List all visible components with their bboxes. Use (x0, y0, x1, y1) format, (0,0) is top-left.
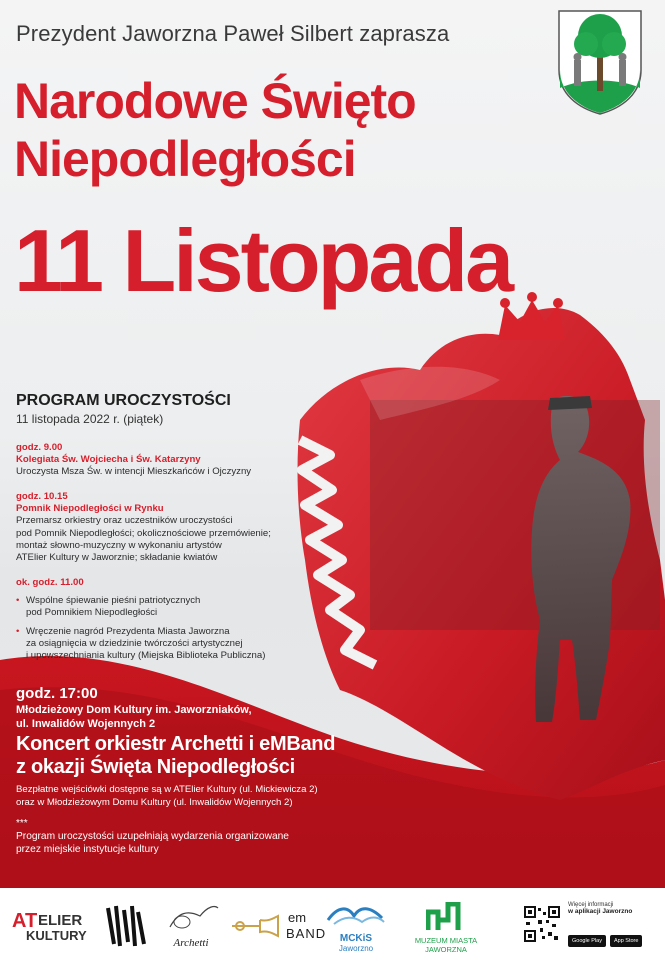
emband-text-band: BAND (286, 926, 327, 941)
concert-venue (16, 703, 336, 731)
jaworzno-coat-of-arms (556, 8, 644, 116)
tickets-line: Bezpłatne wejściówki dostępne są w ATElier Kultury (ul. Mickiewicza 2) (16, 784, 318, 795)
mckis-logo (324, 902, 388, 953)
app-store-badge[interactable]: App Store (610, 935, 642, 947)
mckis-subtext: Jaworzno (338, 944, 374, 953)
event-line: montaż słowno-muzyczny w wykonaniu artystów (16, 539, 222, 551)
brushstroke-logo (104, 904, 148, 948)
violin-icon (160, 902, 222, 932)
muzeum-text: MUZEUM MIASTA JAWORZNA (414, 936, 478, 954)
title-line-1: Narodowe Święto (14, 73, 416, 129)
event-9 (16, 442, 316, 479)
event-time: godz. 9.00 (16, 442, 63, 453)
inviter-line: Prezydent Jaworzna Paweł Silbert zaprasza (16, 21, 450, 46)
bullet-line: • Wręczenie nagród Prezydenta Miasta Jaworzna (26, 625, 230, 637)
wave-icon (324, 902, 388, 928)
app-info (568, 902, 658, 947)
atelier-logo-kultury: KULTURY (26, 928, 87, 943)
concert-time: godz. 17:00 (16, 685, 98, 702)
venue-line: ul. Inwalidów Wojennych 2 (16, 718, 156, 730)
note-line: przez miejskie instytucje kultury (16, 843, 159, 855)
event-line: Uroczysta Msza Św. w intencji Mieszkańców i Ojczyzny (16, 466, 252, 478)
event-line: ATElier Kultury w Jaworznie; składanie kwiatów (16, 552, 218, 564)
app-info-line: Więcej informacji (568, 902, 614, 908)
separator-stars: *** (16, 818, 28, 829)
archetti-logo (160, 902, 222, 948)
app-info-line: w aplikacji Jaworzno (568, 908, 633, 915)
title-line-2: Niepodległości (14, 131, 356, 187)
google-play-badge[interactable]: Google Play (568, 935, 606, 947)
qr-code-icon (524, 906, 560, 942)
event-line: pod Pomnik Niepodległości; okolicznościowe przemówienie; (16, 527, 271, 539)
concert-title-line: z okazji Święta Niepodległości (16, 756, 295, 778)
event-11 (16, 577, 316, 662)
event-time: godz. 10.15 (16, 491, 68, 502)
mckis-text: MCKiS (339, 933, 373, 944)
event-bullet (16, 626, 316, 663)
program-title: PROGRAM UROCZYSTOŚCI (16, 392, 231, 409)
program-date: 11 listopada 2022 r. (piątek) (16, 412, 164, 426)
footer-logos (0, 888, 665, 962)
bullet-line: za osiągnięcia w dziedzinie twórczości artystycznej (26, 637, 243, 649)
emband-text-em: em (288, 910, 307, 925)
event-bullet (16, 595, 316, 619)
note-line: Program uroczystości uzupełniają wydarzenia organizowane (16, 831, 289, 842)
trumpet-icon (230, 914, 280, 938)
concert-title-line: Koncert orkiestr Archetti i eMBand (16, 733, 336, 755)
bullet-line: i upowszechniania kultury (Miejska Biblioteka Publiczna) (26, 650, 266, 662)
concert-title (16, 733, 376, 779)
venue-line: Młodzieżowy Dom Kultury im. Jaworzniaków, (16, 704, 252, 716)
event-line: Przemarsz orkiestry oraz uczestników uroczystości (16, 515, 233, 527)
atelier-logo (12, 910, 94, 944)
archetti-text: Archetti (173, 937, 209, 949)
atelier-logo-a: AT (12, 910, 38, 932)
tickets-info (16, 784, 376, 809)
event-place: Pomnik Niepodległości w Rynku (16, 503, 164, 515)
muzeum-logo (396, 902, 496, 954)
bullet-line: • Wspólne śpiewanie pieśni patriotycznych (26, 595, 201, 607)
event-1015 (16, 491, 316, 564)
event-time: ok. godz. 11.00 (16, 577, 84, 588)
event-place: Kolegiata Św. Wojciecha i Św. Katarzyny (16, 454, 201, 466)
emband-logo (230, 906, 327, 946)
date-headline: 11 Listopada (14, 211, 512, 310)
museum-mark-icon (426, 902, 466, 932)
bullet-line: pod Pomnikiem Niepodległości (26, 607, 158, 619)
tickets-line: oraz w Młodzieżowym Domu Kultury (ul. Inwalidów Wojennych 2) (16, 796, 293, 808)
atelier-logo-elier: ELIER (38, 912, 83, 929)
program-note (16, 831, 376, 856)
